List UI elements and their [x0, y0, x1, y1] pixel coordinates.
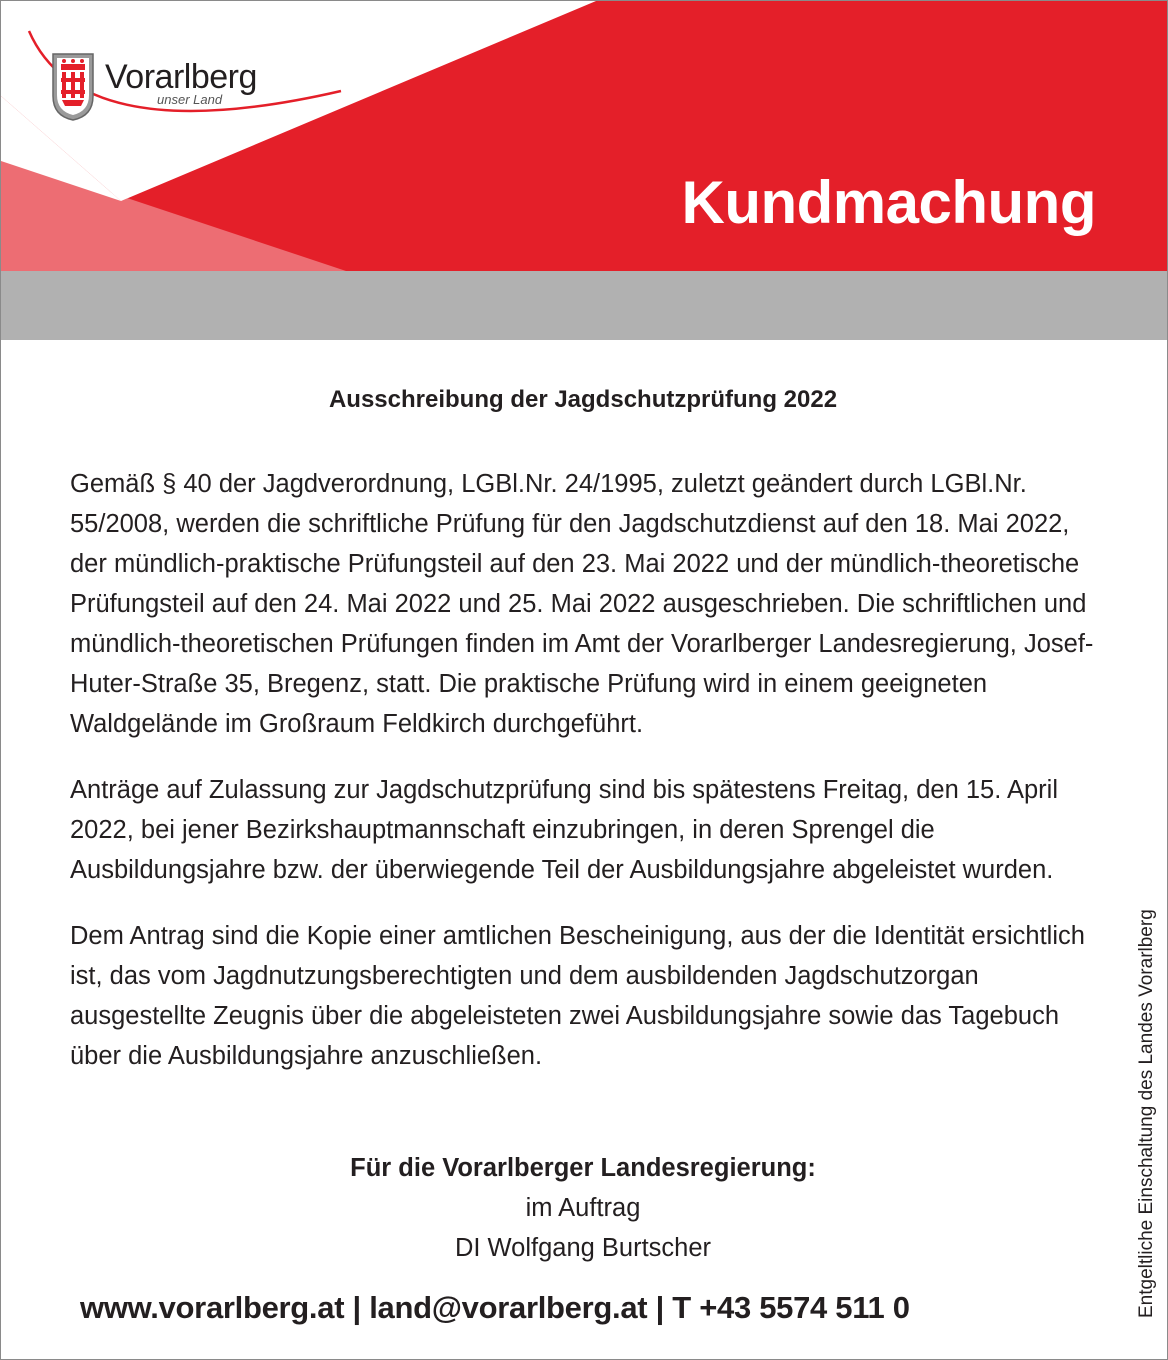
coat-of-arms-icon [50, 52, 96, 122]
paragraph: Gemäß § 40 der Jagdverordnung, LGBl.Nr. 24/1995, zuletzt geändert durch LGBl.Nr. 55/2008, werden die schriftliche Prüfung für den Jagdschutzdienst auf den 18. Mai 2022, der mündlich-praktische Prüfungsteil auf den 23. Mai 2022 und der mündlich-theoretische Prüfungsteil auf den 24. Mai 2022 und 25. Mai 2022 ausgeschrieben. Die schriftlichen und mündlich-theoretischen Prüfungen finden im Amt der Vorarlberger Landesregierung, Josef-Huter-Straße 35, Bregenz, statt. Die praktische Prüfung wird in einem geeigneten Waldgelände im Großraum Feldkirch durchgeführt. [70, 470, 1094, 738]
logo-wordmark: Vorarlberg [105, 58, 257, 96]
page-headline: Kundmachung [681, 169, 1096, 236]
signature-organization: Für die Vorarlberger Landesregierung: [350, 1154, 816, 1182]
signature-on-behalf: im Auftrag [525, 1194, 641, 1222]
announcement-body [70, 464, 1100, 1102]
gray-divider-band [1, 271, 1167, 340]
logo-tagline: unser Land [157, 92, 223, 107]
advertisement-notice: Entgeltliche Einschaltung des Landes Vorarlberg [1136, 909, 1157, 1318]
paragraph: Anträge auf Zulassung zur Jagdschutzprüfung sind bis spätestens Freitag, den 15. April 2022, bei jener Bezirkshauptmannschaft einzubringen, in deren Sprengel die Ausbildungsjahre bzw. der überwiegende Teil der Ausbildungsjahre abgeleistet wurden. [70, 776, 1059, 884]
contact-footer: www.vorarlberg.at | land@vorarlberg.at | T +43 5574 511 0 [80, 1290, 910, 1325]
paragraph: Dem Antrag sind die Kopie einer amtlichen Bescheinigung, aus der die Identität ersichtlich ist, das vom Jagdnutzungsberechtigten und dem ausbildenden Jagdschutzorgan ausgestellte Zeugnis über die abgeleisteten zwei Ausbildungsjahre sowie das Tagebuch über die Ausbildungsjahre anzuschließen. [70, 922, 1085, 1070]
signature-block [0, 1148, 1166, 1268]
signature-name: DI Wolfgang Burtscher [454, 1234, 712, 1262]
announcement-title: Ausschreibung der Jagdschutzprüfung 2022 [328, 386, 838, 413]
